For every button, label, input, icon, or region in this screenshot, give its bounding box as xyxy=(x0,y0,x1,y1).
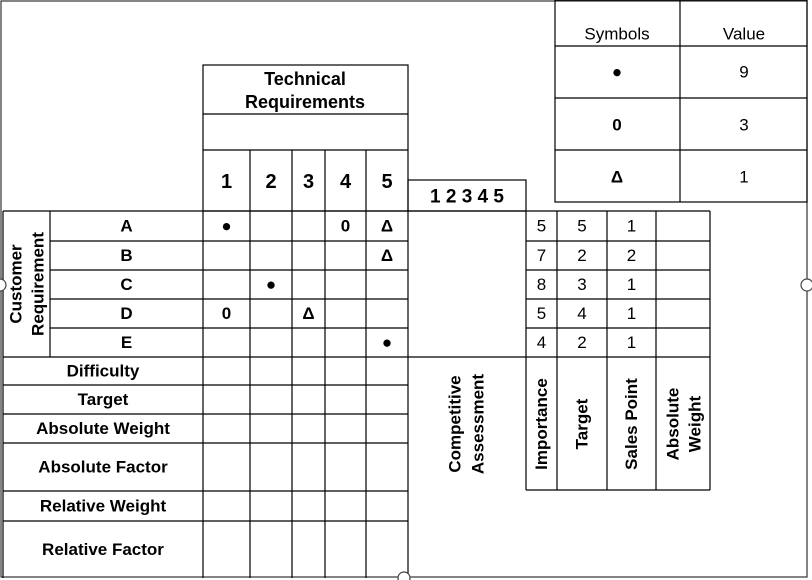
bottom-row-label: Difficulty xyxy=(66,361,140,381)
customer-requirement-label: Customer xyxy=(6,244,26,324)
technical-column-number: 4 xyxy=(339,171,352,193)
technical-column-number: 3 xyxy=(302,171,315,193)
bottom-row-label: Absolute Factor xyxy=(38,457,168,477)
importance-value: 5 xyxy=(536,304,547,323)
competitive-assessment-header: Assessment xyxy=(468,373,488,475)
bottom-row-label: Absolute Weight xyxy=(36,419,170,438)
target-header: Target xyxy=(572,398,592,450)
technical-requirements-title: Requirements xyxy=(244,92,366,112)
absolute-weight-header: Absolute xyxy=(663,387,683,461)
requirement-name: E xyxy=(120,333,133,352)
competitive-scale: 1 2 3 4 5 xyxy=(430,186,504,208)
relationship-symbol: ● xyxy=(265,275,277,294)
sales-point-value: 1 xyxy=(626,275,637,294)
bottom-row-label: Target xyxy=(77,390,129,409)
resize-handle-right[interactable] xyxy=(801,279,812,291)
bottom-row-label: Relative Factor xyxy=(42,540,164,559)
technical-column-number: 2 xyxy=(265,171,277,193)
legend-symbol: 0 xyxy=(612,115,622,135)
sales-point-header: Sales Point xyxy=(622,378,641,470)
technical-column-number: 1 xyxy=(220,171,233,193)
target-value: 2 xyxy=(577,333,587,352)
requirement-name: D xyxy=(120,304,133,323)
target-value: 3 xyxy=(577,275,587,294)
importance-header: Importance xyxy=(532,378,551,470)
relationship-symbol: Δ xyxy=(302,304,315,323)
importance-value: 7 xyxy=(536,246,547,265)
bottom-row-label: Relative Weight xyxy=(39,496,167,516)
sales-point-value: 2 xyxy=(626,246,637,265)
relationship-symbol: ● xyxy=(221,216,232,236)
target-value: 2 xyxy=(577,246,587,265)
customer-requirement-label: Requirement xyxy=(28,232,48,336)
relationship-symbol: Δ xyxy=(380,216,394,236)
requirement-name: C xyxy=(120,275,133,294)
legend-value: 9 xyxy=(739,62,749,82)
legend-header-value: Value xyxy=(722,24,766,44)
competitive-assessment-header: Competitive xyxy=(445,375,465,473)
relationship-symbol: ● xyxy=(381,333,393,352)
importance-value: 8 xyxy=(536,275,547,294)
sales-point-value: 1 xyxy=(626,304,637,323)
target-value: 5 xyxy=(577,216,587,236)
importance-value: 5 xyxy=(536,216,547,236)
resize-handle-left[interactable] xyxy=(0,279,6,291)
legend-symbol: Δ xyxy=(610,167,624,187)
requirement-name: A xyxy=(120,216,133,236)
relationship-symbol: 0 xyxy=(221,304,232,323)
requirement-name: B xyxy=(120,246,133,265)
sales-point-value: 1 xyxy=(626,216,637,236)
technical-column-number: 5 xyxy=(381,171,393,193)
target-value: 4 xyxy=(577,304,587,323)
absolute-weight-header: Weight xyxy=(685,395,705,453)
legend-header-symbols: Symbols xyxy=(584,24,650,44)
resize-handle-bottom[interactable] xyxy=(398,572,410,580)
importance-value: 4 xyxy=(536,333,547,352)
legend-symbol: ● xyxy=(611,62,623,82)
relationship-symbol: Δ xyxy=(380,246,394,265)
technical-requirements-title: Technical xyxy=(264,69,346,89)
legend-value: 1 xyxy=(739,167,749,187)
sales-point-value: 1 xyxy=(626,333,637,352)
legend-value: 3 xyxy=(739,115,749,135)
relationship-symbol: 0 xyxy=(340,216,351,236)
